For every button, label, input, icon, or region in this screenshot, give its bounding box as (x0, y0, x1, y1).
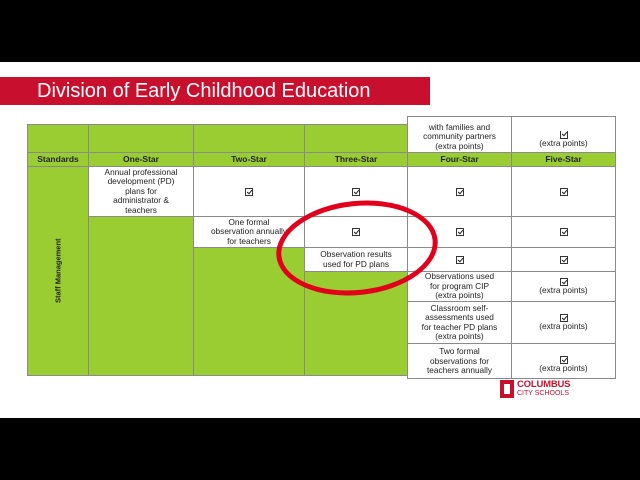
columbus-city-schools-logo (500, 380, 570, 398)
cell-r3-three-star (304, 247, 408, 272)
cell-text: (extra points) (435, 331, 484, 341)
table-cell (27, 124, 89, 153)
cell-r2-five-star (511, 216, 616, 248)
section-label: Staff Management (53, 238, 63, 304)
cell-text: One formal (228, 216, 270, 227)
checkbox-icon (560, 278, 568, 286)
cell-r1-one-star (88, 166, 194, 217)
table-cell-top-five-star (511, 116, 616, 153)
checkbox-icon (560, 356, 568, 364)
checkbox-icon (456, 228, 464, 236)
cell-text: for program CIP (429, 280, 490, 291)
cell-r5-four-star (407, 301, 512, 344)
slide (0, 62, 640, 418)
cell-r2-three-star (304, 216, 408, 248)
header-five-star: Five-Star (511, 152, 616, 167)
cell-text: Observations used (424, 271, 495, 282)
cell-text: teachers (125, 204, 157, 215)
logo-text (517, 380, 570, 398)
cell-text: (extra points) (539, 363, 588, 373)
cell-text: development (PD) (107, 176, 175, 187)
header-standards: Standards (27, 152, 89, 167)
table-cell (304, 124, 408, 153)
cell-text: (extra points) (539, 320, 588, 331)
cell-r4-five-star (511, 271, 616, 302)
cell-r1-three-star (304, 166, 408, 217)
table-cell (193, 124, 305, 153)
checkbox-icon (560, 188, 568, 196)
cell-text: observations for (429, 355, 490, 366)
header-three-star: Three-Star (304, 152, 408, 167)
cell-text: Classroom self- (430, 302, 489, 313)
table-cell-top-four-star (407, 116, 512, 153)
cell-text: with families and (428, 121, 491, 132)
checkbox-icon (456, 188, 464, 196)
table-cell (88, 216, 194, 376)
star-standards-table (27, 121, 616, 375)
header-four-star: Four-Star (407, 152, 512, 167)
cell-text: (extra points) (539, 137, 588, 148)
standards-cell-staff-management (27, 166, 89, 376)
cell-text: (extra points) (539, 284, 588, 295)
cell-r1-five-star (511, 166, 616, 217)
cell-text: used for PD plans (323, 258, 389, 269)
checkbox-icon (245, 188, 253, 196)
cell-r1-four-star (407, 166, 512, 217)
cell-text: Observation results (320, 249, 392, 259)
cell-r1-two-star (193, 166, 305, 217)
checkbox-icon (456, 256, 464, 264)
cell-text: teachers annually (426, 365, 493, 375)
cell-text: (extra points) (435, 140, 484, 151)
cell-text: assessments used (425, 312, 494, 322)
header-one-star: One-Star (88, 152, 194, 167)
cell-text: Two formal (439, 346, 480, 356)
cell-text: for teacher PD plans (421, 321, 498, 332)
cell-text: for teachers (227, 235, 271, 246)
logo-icon (500, 380, 514, 398)
header-two-star: Two-Star (193, 152, 305, 167)
checkbox-icon (352, 188, 360, 196)
cell-r2-four-star (407, 216, 512, 248)
checkbox-icon (560, 228, 568, 236)
cell-text: administrator & (113, 195, 169, 206)
cell-r4-four-star (407, 271, 512, 302)
cell-r3-five-star (511, 247, 616, 272)
cell-r6-five-star (511, 343, 616, 379)
cell-text: plans for (125, 185, 157, 196)
cell-text: (extra points) (435, 290, 484, 301)
cell-r2-two-star (193, 216, 305, 248)
cell-text: Annual professional (104, 166, 178, 177)
checkbox-icon (560, 314, 568, 322)
slide-title: Division of Early Childhood Education (0, 77, 430, 105)
table-cell (88, 124, 194, 153)
logo-line2: CITY SCHOOLS (517, 390, 569, 397)
cell-r5-five-star (511, 301, 616, 344)
cell-r6-four-star (407, 343, 512, 379)
checkbox-icon (560, 131, 568, 139)
checkbox-icon (560, 256, 568, 264)
table-cell (304, 271, 408, 376)
cell-text: community partners (423, 131, 496, 141)
checkbox-icon (352, 228, 360, 236)
logo-line1: COLUMBUS (517, 379, 571, 390)
cell-r3-four-star (407, 247, 512, 272)
table-cell (193, 247, 305, 376)
cell-text: observation annually (210, 226, 288, 237)
